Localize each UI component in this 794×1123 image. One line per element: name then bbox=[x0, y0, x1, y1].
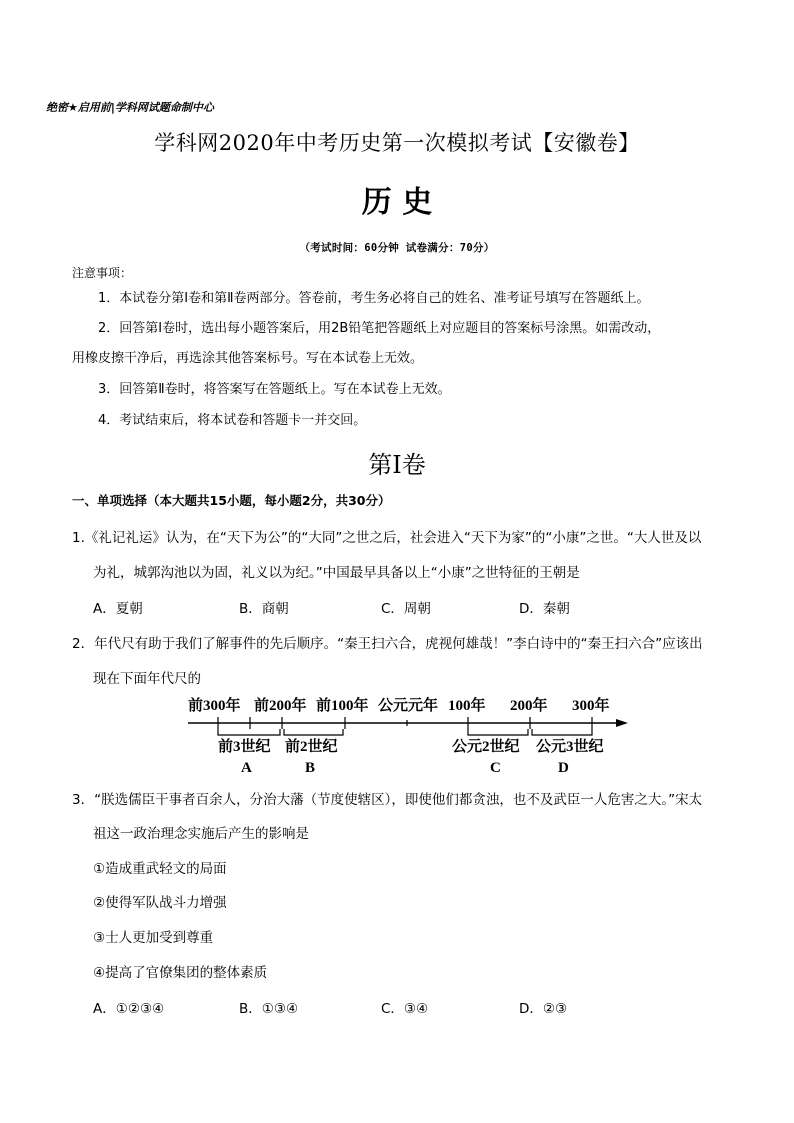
note-item-2-line-1: 2．回答第Ⅰ卷时，选出每小题答案后，用2B铅笔把答题纸上对应题目的答案标号涂黑。如需改动， bbox=[98, 321, 661, 336]
exam-time-info: （考试时间：60分钟 试卷满分：70分） bbox=[299, 242, 495, 254]
note-item-2-line-2: 用橡皮擦干净后，再选涂其他答案标号。写在本试卷上无效。 bbox=[72, 351, 424, 366]
q3-option-a: A．①②③④ bbox=[93, 1001, 165, 1017]
century-label-c: 公元2世纪 bbox=[452, 739, 520, 755]
note-item-1: 1．本试卷分第Ⅰ卷和第Ⅱ卷两部分。答卷前，考生务必将自己的姓名、准考证号填写在答题纸上。 bbox=[98, 291, 650, 306]
timeline-letter-d: D bbox=[558, 760, 569, 776]
timeline-letter-a: A bbox=[241, 760, 252, 776]
question-1-line-2: 为礼，城郭沟池以为固，礼义以为纪。”中国最早具备以上“小康”之世特征的王朝是 bbox=[93, 565, 580, 581]
q3-option-d: D．②③ bbox=[519, 1001, 568, 1017]
timeline-arrow-icon bbox=[616, 719, 628, 727]
q3-option-c: C．③④ bbox=[381, 1001, 429, 1017]
confidential-label: 绝密★启用前|学科网试题命制中心 bbox=[46, 101, 214, 114]
section-title: 第Ⅰ卷 bbox=[368, 451, 426, 479]
timeline-label-300bc: 前300年 bbox=[188, 698, 241, 714]
q3-statement-2: ②使得军队战斗力增强 bbox=[93, 895, 227, 911]
q1-option-b: B．商朝 bbox=[239, 601, 289, 617]
q3-statement-4: ④提高了官僚集团的整体素质 bbox=[93, 965, 268, 981]
timeline-label-200ad: 200年 bbox=[510, 698, 548, 714]
question-1-line-1: 1.《礼记礼运》认为，在“天下为公”的“大同”之世之后，社会进入“天下为家”的“小康”之世。“大人世及以 bbox=[72, 530, 702, 546]
q1-option-a: A．夏朝 bbox=[93, 601, 143, 617]
timeline-label-100ad: 100年 bbox=[448, 698, 486, 714]
century-label-d: 公元3世纪 bbox=[536, 739, 604, 755]
section-heading: 一、单项选择（本大题共15小题，每小题2分，共30分） bbox=[72, 493, 391, 508]
note-item-3: 3．回答第Ⅱ卷时，将答案写在答题纸上。写在本试卷上无效。 bbox=[98, 382, 451, 397]
question-3-line-2: 祖这一政治理念实施后产生的影响是 bbox=[93, 826, 309, 842]
timeline-label-200bc: 前200年 bbox=[254, 698, 307, 714]
timeline-ruler bbox=[0, 690, 794, 780]
timeline-letter-c: C bbox=[490, 760, 501, 776]
century-label-a: 前3世纪 bbox=[218, 739, 271, 755]
exam-title: 学科网2020年中考历史第一次模拟考试【安徽卷】 bbox=[154, 131, 640, 155]
q1-option-c: C．周朝 bbox=[381, 601, 431, 617]
timeline-label-100bc: 前100年 bbox=[316, 698, 369, 714]
question-2-line-1: 2．年代尺有助于我们了解事件的先后顺序。“秦王扫六合，虎视何雄哉！”李白诗中的“秦王扫六合”应该出 bbox=[72, 636, 703, 652]
q3-statement-3: ③士人更加受到尊重 bbox=[93, 930, 214, 946]
bracket-c bbox=[468, 729, 528, 735]
timeline-label-300ad: 300年 bbox=[572, 698, 610, 714]
timeline-label-year-1: 公元元年 bbox=[378, 698, 439, 714]
q1-option-d: D．秦朝 bbox=[519, 601, 570, 617]
bracket-d bbox=[532, 729, 592, 735]
century-label-b: 前2世纪 bbox=[285, 739, 338, 755]
question-3-line-1: 3．“朕选儒臣干事者百余人，分治大藩（节度使辖区），即使他们都贪浊，也不及武臣一人危害之大。”宋太 bbox=[72, 792, 703, 808]
q3-option-b: B．①③④ bbox=[239, 1001, 299, 1017]
q3-statement-1: ①造成重武轻文的局面 bbox=[93, 861, 227, 877]
bracket-a bbox=[218, 729, 280, 735]
bracket-b bbox=[284, 729, 343, 735]
notes-heading: 注意事项： bbox=[72, 266, 133, 280]
question-2-line-2: 现在下面年代尺的 bbox=[93, 671, 201, 687]
timeline-letter-b: B bbox=[305, 760, 316, 776]
subject-title: 历 史 bbox=[361, 185, 433, 220]
note-item-4: 4．考试结束后，将本试卷和答题卡一并交回。 bbox=[98, 413, 367, 428]
